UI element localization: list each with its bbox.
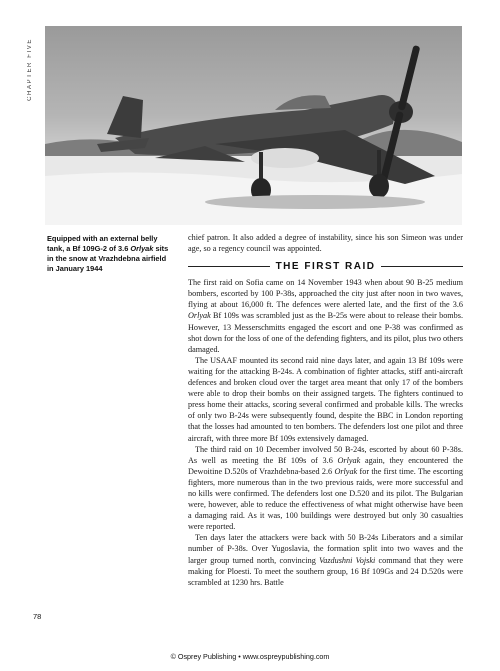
paragraph: The third raid on 10 December involved 50 B-24s, escorted by about 60 P-38s. As well as meeting the Bf 109s of 3.6 Orlyak again, they encountered the Dewoitine D.520s of Vrazhdebna-based 2.6 Orlyak for the first time. The escorting fighters, more numerous than in the two previous raids, were more successful and no kills were confirmed. The defenders lost one D.520 and its pilot. The Bulgarian were, however, able to reduce the effectiveness of what might otherwise have been a damaging raid. As it was, 100 buildings were destroyed but only 30 casualties were reported.: [188, 444, 463, 532]
section-title: THE FIRST RAID: [275, 260, 376, 272]
paragraph: The first raid on Sofia came on 14 November 1943 when about 90 B-25 medium bombers, escorted by 100 P-38s, approached the city just after noon in two waves, flying at about 16,000 ft. The defences were alerted late, and the first of the 3.6 Orlyak Bf 109s was scrambled just as the B-25s were about to release their bombs. However, 13 Messerschmitts engaged the escort and one P-38 was confirmed as shot down for the loss of one of the defending fighters, and its pilot, plus two others damaged.: [188, 278, 463, 354]
photo-caption: [47, 234, 170, 274]
paragraph: chief patron. It also added a degree of instability, since his son Simeon was under age, so a regency council was appointed.: [188, 233, 463, 254]
paragraph: Ten days later the attackers were back with 50 B-24s Liberators and a similar number of P-38s. Over Yugoslavia, the formation split into two waves and the larger group turned north, convincing Vazdushni Vojski command that they were making for Ploesti. To meet the southern group, 16 Bf 109Gs and 24 D.520s were scrambled at 1230 hrs. Battle: [188, 533, 464, 587]
paragraph: The USAAF mounted its second raid nine days later, and again 13 Bf 109s were waiting for the attacking B-24s. A combination of fighter attacks, stiff anti-aircraft defences and broken cloud over the target area meant that only 17 of the bombers were able to drop their bombs on their assigned targets. The fighters continued to press home their attacks, scoring several confirmed and probable kills. The wrecks of only two B-24s were subsequently found, despite the BBC in London reporting that the losses had amounted to ten bombers. The defenders lost one pilot and three aircraft, with three more Bf 109s extensively damaged.: [188, 355, 463, 443]
aircraft-photo: [45, 26, 462, 225]
section-heading: [188, 258, 463, 274]
footer-credit: © Osprey Publishing • www.ospreypublishing.com: [170, 652, 330, 661]
caption-line: in January 1944: [47, 264, 103, 273]
body-text: [188, 232, 463, 588]
caption-line: in the snow at Vrazhdebna airfield: [47, 254, 167, 263]
heading-rule-left: [188, 266, 270, 267]
caption-line: Equipped with an external belly: [47, 234, 158, 243]
chapter-label: CHAPTER FIVE: [27, 38, 33, 101]
heading-rule-right: [381, 266, 463, 267]
caption-line: tank, a Bf 109G-2 of 3.6 Orlyak sits: [47, 244, 169, 253]
page-number: 78: [33, 612, 42, 621]
aircraft-photo-illustration: [45, 26, 462, 225]
